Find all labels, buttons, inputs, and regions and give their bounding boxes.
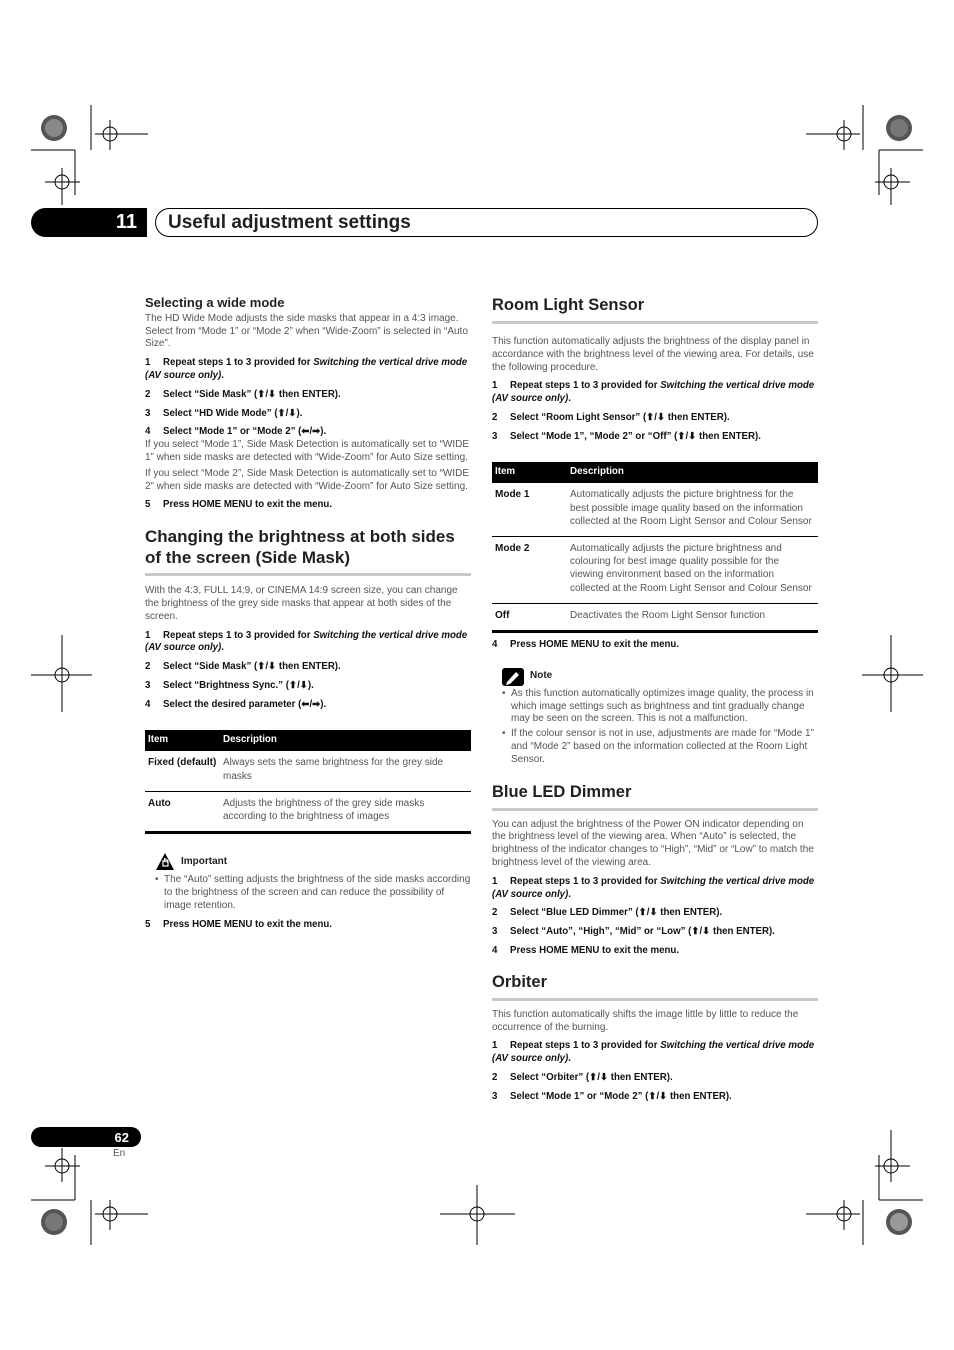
step-text: Select “Room Light Sensor” (⬆/⬇ then ENTER). xyxy=(510,411,730,423)
list-item: • If the colour sensor is not in use, adjustments are made for “Mode 1” and “Mode 2” based on the information collected at the Room Light Sensor. xyxy=(502,728,818,766)
step-number: 2 xyxy=(145,661,151,673)
table-header-description: Description xyxy=(567,462,818,484)
side-mask-step-4 xyxy=(145,699,471,712)
table-header-item: Item xyxy=(145,730,220,752)
table-cell-item: Auto xyxy=(145,791,220,832)
wide-mode-heading: Selecting a wide mode xyxy=(145,295,285,310)
side-mask-heading: Changing the brightness at both sides of the screen (Side Mask) xyxy=(145,526,471,576)
table-cell-description: Automatically adjusts the picture brightness and colouring for best image quality possible for the viewing environment based on the information collected at the Room Light Sensor and Colour Sensor xyxy=(567,536,818,603)
room-light-step-4 xyxy=(492,639,818,652)
table-cell-description: Always sets the same brightness for the grey side masks xyxy=(220,751,471,791)
step-number: 3 xyxy=(145,407,151,419)
step-text: Select “Brightness Sync.” (⬆/⬇). xyxy=(163,679,314,691)
step-number: 2 xyxy=(492,907,498,919)
note-list xyxy=(502,688,818,767)
note-callout xyxy=(502,668,818,686)
list-item: • The “Auto” setting adjusts the brightness of the side masks according to the brightness of the screen and can reduce the possibility of image retention. xyxy=(155,874,471,912)
step-end: . xyxy=(221,369,224,381)
table-cell-description: Deactivates the Room Light Sensor function xyxy=(567,603,818,631)
table-header-row xyxy=(145,730,471,752)
table-row xyxy=(492,603,818,631)
step-text: Repeat steps 1 to 3 provided for xyxy=(510,380,661,392)
blue-led-step-2 xyxy=(492,907,818,920)
table-row xyxy=(145,751,471,791)
step-text: Select “Mode 1” or “Mode 2” (⬅/➡). xyxy=(163,426,327,438)
orbiter-heading: Orbiter xyxy=(492,972,818,1001)
wide-mode-step-3 xyxy=(145,408,471,421)
step-number: 2 xyxy=(492,411,498,423)
table-cell-description: Automatically adjusts the picture brightness for the best possible image quality based on the information collected at the Room Light Sensor and Colour Sensor xyxy=(567,483,818,536)
cross-reference-link[interactable]: Switching the vertical drive mode (AV source only) xyxy=(145,357,468,381)
step-text: Select “Side Mask” (⬆/⬇ then ENTER). xyxy=(163,661,341,673)
table-row xyxy=(145,791,471,832)
step-text: Select “Auto”, “High”, “Mid” or “Low” (⬆/⬇ then ENTER). xyxy=(510,926,775,938)
step-end: . xyxy=(568,888,571,900)
table-header-item: Item xyxy=(492,462,567,484)
note-pencil-icon xyxy=(502,668,524,686)
table-cell-item: Fixed (default) xyxy=(145,751,220,791)
step-text: Select “Side Mask” (⬆/⬇ then ENTER). xyxy=(163,388,341,400)
step-number: 1 xyxy=(145,629,151,641)
step-number: 2 xyxy=(492,1071,498,1083)
table-cell-item: Mode 2 xyxy=(492,536,567,603)
side-mask-step-1 xyxy=(145,630,471,656)
step-text: Repeat steps 1 to 3 provided for xyxy=(163,357,314,369)
orbiter-step-1 xyxy=(492,1040,818,1066)
important-label: Important xyxy=(181,855,228,867)
step-number: 3 xyxy=(492,1090,498,1102)
step-number: 3 xyxy=(145,679,151,691)
room-light-intro: This function automatically adjusts the brightness of the display panel in accordance with the brightness level of the viewing area. For details, use the following procedure. xyxy=(492,336,814,373)
orbiter-step-3 xyxy=(492,1091,818,1104)
important-callout xyxy=(155,852,471,872)
chapter-title: Useful adjustment settings xyxy=(168,211,411,233)
step-number: 4 xyxy=(492,944,498,956)
chapter-number: 11 xyxy=(115,211,137,233)
blue-led-heading: Blue LED Dimmer xyxy=(492,782,818,811)
cross-reference-link[interactable]: Switching the vertical drive mode (AV source only) xyxy=(492,1040,815,1065)
step-number: 1 xyxy=(492,875,498,887)
step-number: 5 xyxy=(145,499,151,511)
right-column xyxy=(492,295,818,1104)
left-column xyxy=(145,295,471,931)
step-number: 1 xyxy=(492,380,498,392)
cross-reference-link[interactable]: Switching the vertical drive mode (AV source only) xyxy=(145,629,468,654)
room-light-table xyxy=(492,462,818,633)
side-mask-step-3 xyxy=(145,680,471,693)
step-number: 4 xyxy=(145,698,151,710)
blue-led-step-3 xyxy=(492,926,818,939)
wide-mode-step-1 xyxy=(145,357,471,383)
wide-mode-step-4 xyxy=(145,426,471,439)
cross-reference-link[interactable]: Switching the vertical drive mode (AV source only) xyxy=(492,380,815,405)
step-text: Press HOME MENU to exit the menu. xyxy=(510,639,680,650)
table-row xyxy=(492,483,818,536)
step-text: Repeat steps 1 to 3 provided for xyxy=(510,875,661,887)
step-end: . xyxy=(568,1053,571,1065)
chapter-title-bar xyxy=(155,208,818,237)
step-text: Select “HD Wide Mode” (⬆/⬇). xyxy=(163,407,303,419)
important-list xyxy=(155,874,471,912)
side-mask-step-2 xyxy=(145,661,471,674)
step-number: 2 xyxy=(145,388,151,400)
step-text: Repeat steps 1 to 3 provided for xyxy=(510,1040,661,1052)
table-cell-description: Adjusts the brightness of the grey side masks according to the brightness of images xyxy=(220,791,471,832)
blue-led-step-1 xyxy=(492,876,818,902)
table-cell-item: Off xyxy=(492,603,567,631)
wide-mode-note-1: If you select “Mode 1”, Side Mask Detection is automatically set to “WIDE 1” when side masks are detected with “Wide-Zoom” for Auto Size setting. xyxy=(145,439,470,463)
step-end: . xyxy=(568,393,571,405)
blue-led-intro: You can adjust the brightness of the Power ON indicator depending on the brightness level of the viewing area. When “Auto” is selected, the brightness of the indicator changes to “High”, “Mid” or “Low” to match the brightness level of the viewing area. xyxy=(492,818,814,868)
wide-mode-step-2 xyxy=(145,389,471,402)
room-light-heading: Room Light Sensor xyxy=(492,295,818,324)
page-number: 62 xyxy=(114,1129,129,1145)
step-number: 4 xyxy=(145,426,151,438)
step-text: Select “Mode 1” or “Mode 2” (⬆/⬇ then ENTER). xyxy=(510,1090,732,1102)
step-end: . xyxy=(221,642,224,654)
step-text: Select “Blue LED Dimmer” (⬆/⬇ then ENTER). xyxy=(510,907,723,919)
step-text: Press HOME MENU to exit the menu. xyxy=(510,944,680,956)
step-number: 1 xyxy=(145,357,151,369)
list-item: • As this function automatically optimizes image quality, the process in which image settings such as brightness and tint gradually change may be seen on the screen. This is not a malfunction. xyxy=(502,688,818,726)
step-number: 3 xyxy=(492,430,498,442)
step-number: 5 xyxy=(145,918,151,930)
side-mask-intro: With the 4:3, FULL 14:9, or CINEMA 14:9 screen size, you can change the brightness of the grey side masks that appear at both sides of the screen. xyxy=(145,585,458,622)
wide-mode-intro: The HD Wide Mode adjusts the side masks that appear in a 4:3 image. Select from “Mode 1” or “Mode 2” when “Wide-Zoom” is selected in “Auto Size”. xyxy=(145,312,468,350)
step-text: Press HOME MENU to exit the menu. xyxy=(163,918,333,930)
room-light-step-3 xyxy=(492,431,818,444)
step-text: Press HOME MENU to exit the menu. xyxy=(163,499,333,511)
blue-led-step-4 xyxy=(492,945,818,958)
step-number: 3 xyxy=(492,926,498,938)
orbiter-step-2 xyxy=(492,1072,818,1085)
step-text: Select “Orbiter” (⬆/⬇ then ENTER). xyxy=(510,1071,673,1083)
orbiter-intro: This function automatically shifts the image little by little to reduce the occurrence of the burning. xyxy=(492,1008,799,1033)
step-text: Repeat steps 1 to 3 provided for xyxy=(163,629,314,641)
side-mask-step-5 xyxy=(145,919,471,932)
wide-mode-note-2: If you select “Mode 2”, Side Mask Detection is automatically set to “WIDE 2” when side masks are detected with “Wide-Zoom” for Auto Size setting. xyxy=(145,467,470,492)
table-header-description: Description xyxy=(220,730,471,752)
room-light-step-2 xyxy=(492,412,818,425)
table-header-row xyxy=(492,462,818,484)
chapter-number-tab xyxy=(31,208,147,237)
table-row xyxy=(492,536,818,603)
step-text: Select the desired parameter (⬅/➡). xyxy=(163,698,327,710)
note-label: Note xyxy=(530,670,553,682)
page-number-badge xyxy=(31,1127,141,1147)
wide-mode-step-5 xyxy=(145,499,471,512)
room-light-step-1 xyxy=(492,380,818,406)
side-mask-table xyxy=(145,730,471,835)
table-cell-item: Mode 1 xyxy=(492,483,567,536)
step-number: 1 xyxy=(492,1040,498,1052)
warning-hand-icon xyxy=(155,852,175,872)
step-number: 4 xyxy=(492,639,498,650)
page-language: En xyxy=(113,1148,126,1159)
cross-reference-link[interactable]: Switching the vertical drive mode (AV source only) xyxy=(492,875,815,900)
step-text: Select “Mode 1”, “Mode 2” or “Off” (⬆/⬇ then ENTER). xyxy=(510,430,761,442)
